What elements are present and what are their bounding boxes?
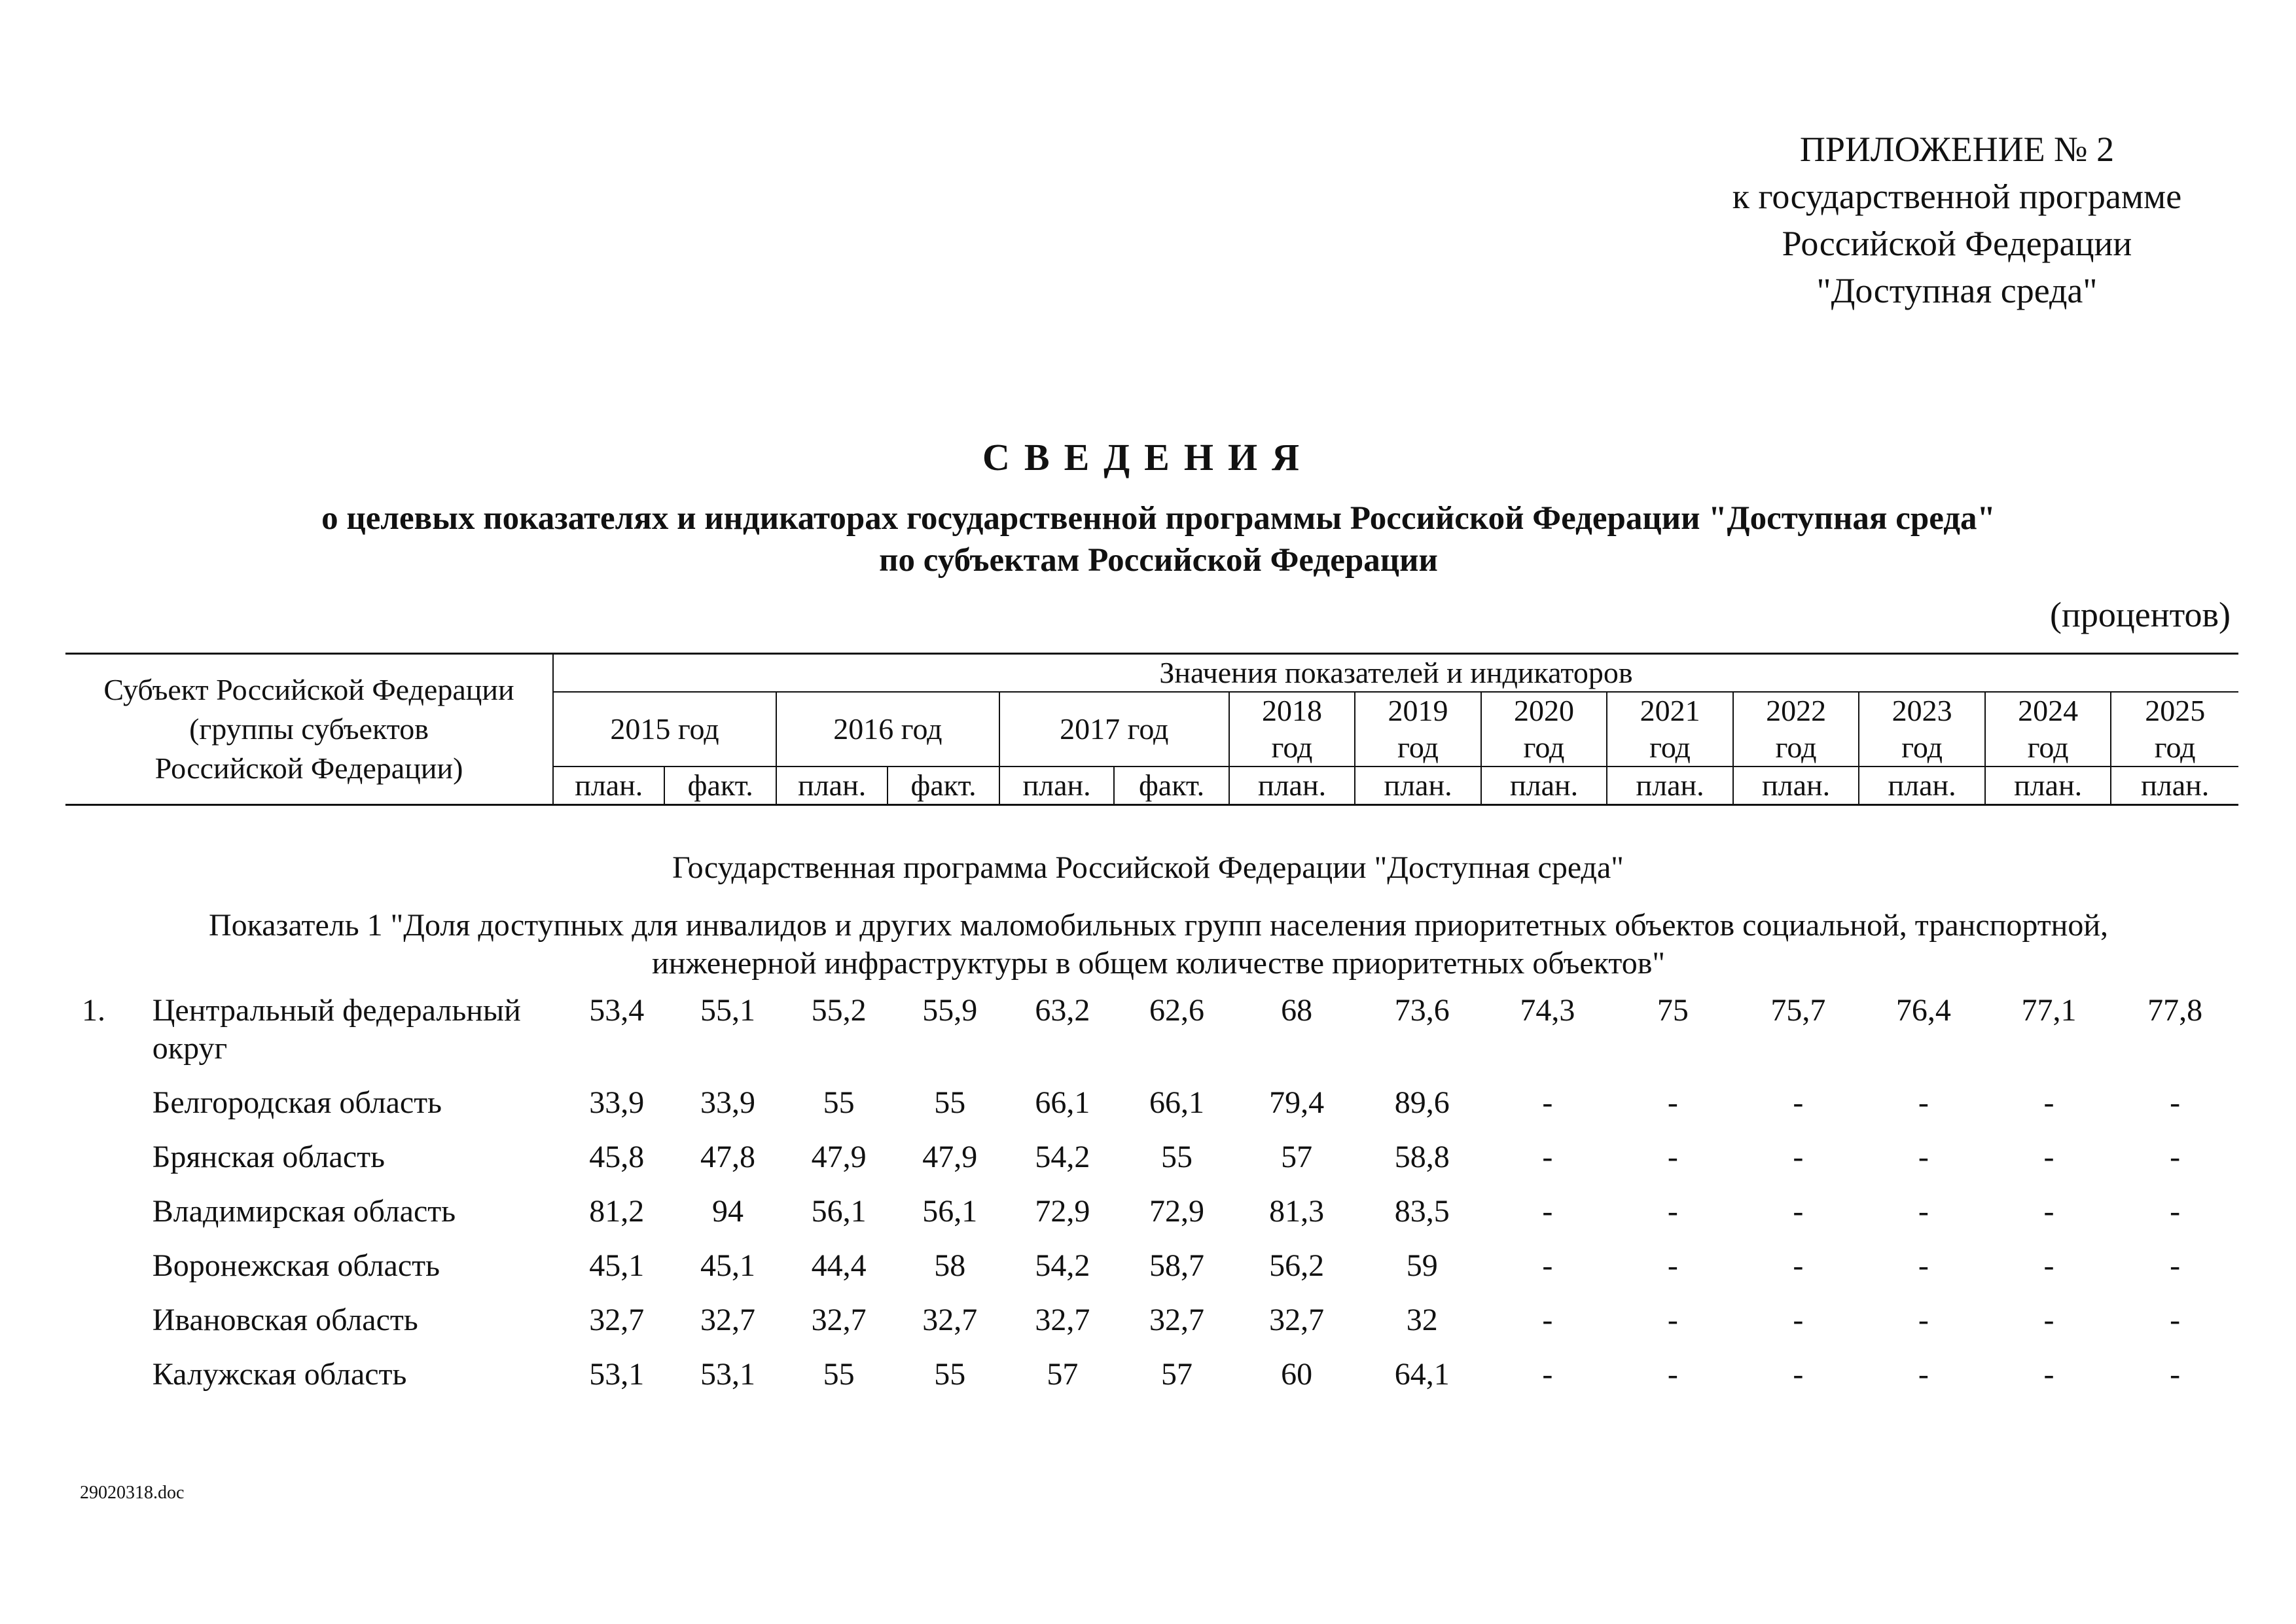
- year-header: [1985, 692, 2111, 767]
- value-cell: 53,4: [589, 993, 645, 1028]
- value-cell: 73,6: [1394, 993, 1450, 1028]
- value-cell: -: [2043, 1248, 2054, 1283]
- year-header: [1481, 692, 1607, 767]
- value-cell: -: [2170, 1357, 2181, 1392]
- region-name: [147, 1247, 562, 1301]
- value-cell: -: [1918, 1303, 1929, 1337]
- value-cell: 64,1: [1394, 1357, 1450, 1392]
- table-row: [65, 1084, 2238, 1138]
- region-name-line: Владимирская область: [152, 1194, 456, 1229]
- value-cell: -: [1542, 1140, 1553, 1174]
- fact-header: факт.: [664, 767, 776, 805]
- value-cell: 53,1: [700, 1357, 755, 1392]
- value-cell: 72,9: [1035, 1194, 1090, 1229]
- value-cell: 32: [1406, 1303, 1438, 1337]
- value-cell: -: [2170, 1194, 2181, 1229]
- year-word: год: [2154, 731, 2196, 764]
- file-name: 29020318.doc: [80, 1483, 185, 1503]
- fact-header: факт.: [888, 767, 999, 805]
- value-cell: -: [1667, 1140, 1678, 1174]
- value-cell: -: [2043, 1303, 2054, 1337]
- value-cell: -: [2043, 1194, 2054, 1229]
- value-cell: 45,1: [700, 1248, 755, 1283]
- value-cell: -: [1542, 1357, 1553, 1392]
- value-cell: -: [2170, 1085, 2181, 1120]
- value-cell: 77,8: [2147, 993, 2203, 1028]
- value-cell: -: [2043, 1085, 2054, 1120]
- region-name: [147, 1193, 562, 1247]
- value-cell: 56,1: [922, 1194, 978, 1229]
- year-header: 2017 год: [999, 692, 1229, 767]
- value-cell: 63,2: [1035, 993, 1090, 1028]
- plan-header: план.: [1229, 767, 1355, 805]
- value-cell: 66,1: [1035, 1085, 1090, 1120]
- value-cell: -: [2170, 1140, 2181, 1174]
- value-cell: 55,2: [811, 993, 867, 1028]
- year-header: [1355, 692, 1481, 767]
- value-cell: 55,9: [922, 993, 978, 1028]
- region-name: [147, 1301, 562, 1356]
- table-row: [65, 1301, 2238, 1356]
- value-cell: 60: [1281, 1357, 1313, 1392]
- value-cell: -: [2170, 1248, 2181, 1283]
- document-title: СВЕДЕНИЯ: [982, 436, 1314, 478]
- value-cell: 89,6: [1394, 1085, 1450, 1120]
- value-cell: -: [2170, 1303, 2181, 1337]
- appendix-heading: [1623, 126, 2291, 314]
- value-cell: 45,1: [589, 1248, 645, 1283]
- plan-header: план.: [1985, 767, 2111, 805]
- plan-header: план.: [1481, 767, 1607, 805]
- year-number: 2021: [1640, 694, 1700, 727]
- row-number: [65, 1084, 147, 1138]
- value-cell: 32,7: [589, 1303, 645, 1337]
- value-cell: 59: [1406, 1248, 1438, 1283]
- year-header: 2016 год: [776, 692, 999, 767]
- value-cell: 66,1: [1149, 1085, 1205, 1120]
- value-cell: 72,9: [1149, 1194, 1205, 1229]
- value-cell: -: [1542, 1248, 1553, 1283]
- value-cell: 54,2: [1035, 1248, 1090, 1283]
- region-name-line: Центральный федеральный: [152, 993, 521, 1028]
- value-cell: 55,1: [700, 993, 755, 1028]
- value-cell: -: [1542, 1194, 1553, 1229]
- value-cell: 58,7: [1149, 1248, 1205, 1283]
- region-name-line: округ: [152, 1031, 228, 1066]
- indicator-line: инженерной инфраструктуры в общем количестве приоритетных объектов": [652, 946, 1665, 981]
- row-number: [65, 1247, 147, 1301]
- value-cell: 57: [1161, 1357, 1193, 1392]
- value-cell: 79,4: [1269, 1085, 1325, 1120]
- table-row: [65, 1138, 2238, 1193]
- value-cell: 56,1: [811, 1194, 867, 1229]
- document-subtitle: [65, 497, 2251, 581]
- year-word: год: [1775, 731, 1817, 764]
- value-cell: 55: [934, 1357, 966, 1392]
- value-cell: -: [1918, 1085, 1929, 1120]
- subject-header-line: Российской Федерации): [154, 751, 463, 785]
- plan-header: план.: [1355, 767, 1481, 805]
- year-header: [1859, 692, 1985, 767]
- table-header: [65, 653, 2238, 806]
- row-number: [65, 1193, 147, 1247]
- value-cell: -: [1542, 1085, 1553, 1120]
- region-name-line: Калужская область: [152, 1357, 407, 1392]
- year-header: [1733, 692, 1859, 767]
- value-cell: 32,7: [811, 1303, 867, 1337]
- value-cell: -: [1793, 1085, 1804, 1120]
- subject-header-line: Субъект Российской Федерации: [103, 673, 514, 706]
- plan-header: план.: [1733, 767, 1859, 805]
- value-cell: 55: [823, 1357, 855, 1392]
- indicator-line: Показатель 1 "Доля доступных для инвалидов и других маломобильных групп населения приоритетных объектов социальной, транспортной,: [208, 908, 2109, 943]
- value-cell: -: [1793, 1194, 1804, 1229]
- value-cell: 33,9: [589, 1085, 645, 1120]
- plan-header: план.: [999, 767, 1114, 805]
- plan-header: план.: [1859, 767, 1985, 805]
- value-cell: -: [1667, 1303, 1678, 1337]
- year-word: год: [1649, 731, 1691, 764]
- row-number: [65, 1301, 147, 1356]
- value-cell: -: [1918, 1140, 1929, 1174]
- appendix-line: "Доступная среда": [1816, 271, 2098, 310]
- value-cell: 53,1: [589, 1357, 645, 1392]
- value-cell: 33,9: [700, 1085, 755, 1120]
- row-number: 1.: [82, 993, 105, 1028]
- value-cell: 32,7: [1035, 1303, 1090, 1337]
- value-cell: 81,2: [589, 1194, 645, 1229]
- plan-header: план.: [553, 767, 664, 805]
- value-cell: 47,9: [811, 1140, 867, 1174]
- year-header: [2111, 692, 2238, 767]
- value-cell: -: [1793, 1140, 1804, 1174]
- section-title: Государственная программа Российской Федерации "Доступная среда": [672, 850, 1624, 885]
- subject-header-line: (группы субъектов: [189, 712, 429, 746]
- value-cell: -: [1918, 1248, 1929, 1283]
- region-name: [147, 1084, 562, 1138]
- region-name-line: Воронежская область: [152, 1248, 440, 1283]
- value-cell: 57: [1281, 1140, 1313, 1174]
- year-header: 2015 год: [553, 692, 776, 767]
- value-cell: 68: [1281, 993, 1313, 1028]
- value-cell: -: [2043, 1357, 2054, 1392]
- value-cell: -: [1793, 1248, 1804, 1283]
- indicator-title: [92, 907, 2225, 983]
- value-cell: 75,7: [1770, 993, 1826, 1028]
- value-cell: 32,7: [922, 1303, 978, 1337]
- value-cell: 32,7: [1149, 1303, 1205, 1337]
- year-word: год: [1271, 731, 1313, 764]
- value-cell: 81,3: [1269, 1194, 1325, 1229]
- value-cell: 94: [711, 1194, 744, 1229]
- year-header: [1607, 692, 1733, 767]
- value-cell: 76,4: [1895, 993, 1951, 1028]
- fact-header: факт.: [1114, 767, 1229, 805]
- appendix-number: ПРИЛОЖЕНИЕ № 2: [1799, 130, 2115, 169]
- value-cell: -: [1542, 1303, 1553, 1337]
- year-number: 2020: [1514, 694, 1575, 727]
- year-number: 2022: [1766, 694, 1827, 727]
- value-cell: 55: [934, 1085, 966, 1120]
- value-cell: 47,9: [922, 1140, 978, 1174]
- row-number: [65, 1138, 147, 1193]
- appendix-line: Российской Федерации: [1782, 224, 2132, 263]
- year-number: 2025: [2145, 694, 2206, 727]
- row-number: [65, 1356, 147, 1410]
- region-name: [147, 1138, 562, 1193]
- value-cell: 55: [823, 1085, 855, 1120]
- value-cell: 44,4: [811, 1248, 867, 1283]
- region-name: [147, 1356, 562, 1410]
- plan-header: план.: [776, 767, 888, 805]
- value-cell: 58,8: [1394, 1140, 1450, 1174]
- value-cell: -: [1667, 1248, 1678, 1283]
- year-header: [1229, 692, 1355, 767]
- value-cell: -: [1793, 1357, 1804, 1392]
- table-row: [65, 1356, 2238, 1410]
- value-cell: 55: [1161, 1140, 1193, 1174]
- plan-header: план.: [2111, 767, 2238, 805]
- year-word: год: [2027, 731, 2069, 764]
- value-cell: 45,8: [589, 1140, 645, 1174]
- value-cell: 57: [1047, 1357, 1079, 1392]
- year-number: 2019: [1388, 694, 1448, 727]
- value-cell: 62,6: [1149, 993, 1205, 1028]
- year-word: год: [1523, 731, 1565, 764]
- value-cell: -: [1918, 1357, 1929, 1392]
- value-cell: 56,2: [1269, 1248, 1325, 1283]
- value-cell: -: [2043, 1140, 2054, 1174]
- value-cell: -: [1667, 1357, 1678, 1392]
- plan-header: план.: [1607, 767, 1733, 805]
- region-name-line: Брянская область: [152, 1140, 386, 1174]
- region-name-line: Белгородская область: [152, 1085, 442, 1120]
- data-table: [65, 992, 2238, 1410]
- value-cell: -: [1918, 1194, 1929, 1229]
- values-header: Значения показателей и индикаторов: [553, 654, 2238, 693]
- subtitle-line: о целевых показателях и индикаторах государственной программы Российской Федерации "Доступная среда": [321, 500, 1996, 537]
- value-cell: 77,1: [2021, 993, 2077, 1028]
- table-row: [65, 992, 2238, 1084]
- value-cell: 83,5: [1394, 1194, 1450, 1229]
- year-number: 2023: [1892, 694, 1952, 727]
- region-name-line: Ивановская область: [152, 1303, 418, 1337]
- value-cell: 47,8: [700, 1140, 755, 1174]
- year-number: 2024: [2018, 694, 2079, 727]
- value-cell: 74,3: [1520, 993, 1575, 1028]
- value-cell: 32,7: [1269, 1303, 1325, 1337]
- value-cell: 54,2: [1035, 1140, 1090, 1174]
- value-cell: -: [1793, 1303, 1804, 1337]
- table-row: [65, 1247, 2238, 1301]
- year-number: 2018: [1262, 694, 1323, 727]
- region-name: [147, 992, 562, 1084]
- value-cell: -: [1667, 1085, 1678, 1120]
- year-word: год: [1901, 731, 1943, 764]
- year-word: год: [1397, 731, 1439, 764]
- value-cell: 75: [1657, 993, 1689, 1028]
- value-cell: 32,7: [700, 1303, 755, 1337]
- value-cell: -: [1667, 1194, 1678, 1229]
- value-cell: 58: [934, 1248, 966, 1283]
- appendix-line: к государственной программе: [1732, 177, 2182, 216]
- table-row: [65, 1193, 2238, 1247]
- subtitle-line: по субъектам Российской Федерации: [879, 542, 1438, 579]
- units-label: (процентов): [2049, 595, 2231, 634]
- subject-column-header: [65, 654, 553, 805]
